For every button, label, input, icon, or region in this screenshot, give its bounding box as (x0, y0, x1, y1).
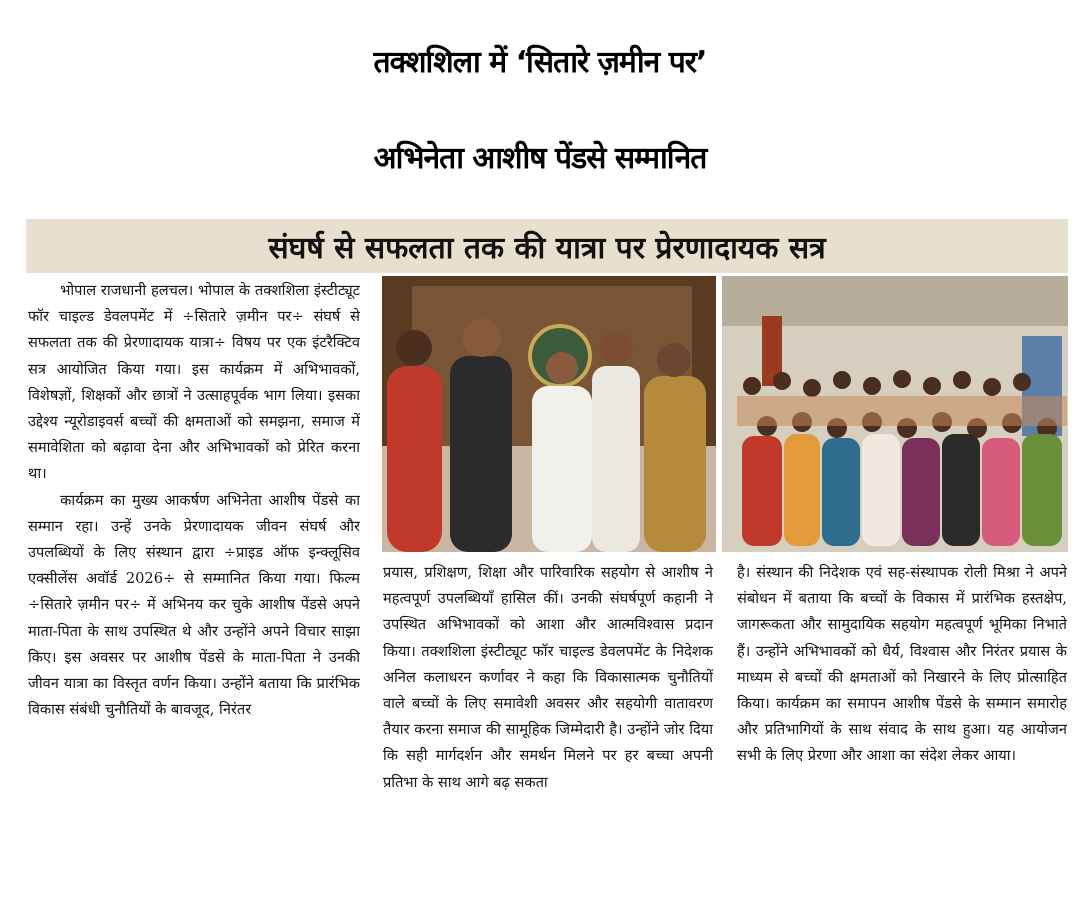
article-column-1 (28, 278, 360, 906)
headline-line-2: अभिनेता आशीष पेंडसे सम्मानित (373, 141, 707, 176)
award-ceremony-photo (382, 276, 716, 552)
group-audience-photo (722, 276, 1068, 552)
article-paragraph: भोपाल राजधानी हलचल। भोपाल के तक्शशिला इंस्टीट्यूट फॉर चाइल्ड डेवलपमेंट में ÷सितारे ज़मीन पर÷ संघर्ष से सफलता तक की प्रेरणादायक यात्रा÷ विषय पर एक इंटरैक्टिव सत्र आयोजित किया गया। इस कार्यक्रम में अभिभावकों, विशेषज्ञों, शिक्षकों और छात्रों ने उत्साहपूर्वक भाग लिया। इसका उद्देश्य न्यूरोडाइवर्स बच्चों की क्षमताओं को समझना, समाज में समावेशिता को बढ़ावा देना और अभिभावकों को प्रेरित करना था। (28, 282, 360, 483)
article-paragraph: कार्यक्रम का मुख्य आकर्षण अभिनेता आशीष पेंडसे का सम्मान रहा। उन्हें उनके प्रेरणादायक जीवन संघर्ष और उपलब्धियों के लिए संस्थान द्वारा ÷प्राइड ऑफ इन्क्लूसिव एक्सीलेंस अवॉर्ड 2026÷ से सम्मानित किया गया। फिल्म ÷सितारे ज़मीन पर÷ में अभिनय कर चुके आशीष पेंडसे अपने माता-पिता के साथ उपस्थित थे और उन्होंने अपने विचार साझा किए। इस अवसर पर आशीष पेंडसे के माता-पिता ने उनकी जीवन यात्रा का विस्तृत वर्णन किया। उन्होंने बताया कि प्रारंभिक विकास संबंधी चुनौतियों के बावजूद, निरंतर (28, 491, 360, 719)
article-paragraph: प्रयास, प्रशिक्षण, शिक्षा और पारिवारिक सहयोग से आशीष ने महत्वपूर्ण उपलब्धियाँ हासिल कीं। उनकी संघर्षपूर्ण कहानी ने उपस्थित अभिभावकों को आशा और आत्मविश्वास प्रदान किया। तक्शशिला इंस्टीट्यूट फॉर चाइल्ड डेवलपमेंट के निदेशक अनिल कलाधरन कर्णावर ने कहा कि विकासात्मक चुनौतियों वाले बच्चों के लिए समावेशी अवसर और सहयोगी वातावरण तैयार करना समाज की सामूहिक जिम्मेदारी है। उन्होंने जोर दिया कि सही मार्गदर्शन और समर्थन मिलने पर हर बच्चा अपनी प्रतिभा के साथ आगे बढ़ सकता (383, 564, 713, 791)
article-paragraph: है। संस्थान की निदेशक एवं सह-संस्थापक रोली मिश्रा ने अपने संबोधन में बताया कि बच्चों के विकास में प्रारंभिक हस्तक्षेप, जागरूकता और सामुदायिक सहयोग महत्वपूर्ण भूमिका निभाते हैं। उन्होंने अभिभावकों को धैर्य, विश्वास और निरंतर प्रयास के माध्यम से बच्चों की क्षमताओं को निखारने के लिए प्रोत्साहित किया। कार्यक्रम का समापन आशीष पेंडसे के सम्मान समारोह और प्रतिभागियों के साथ संवाद के साथ हुआ। यह आयोजन सभी के लिए प्रेरणा और आशा का संदेश लेकर आया। (737, 564, 1067, 765)
headline-line-1: तक्शशिला में ‘सितारे ज़मीन पर’ (373, 45, 707, 80)
article-column-3 (737, 560, 1067, 905)
article-column-2 (383, 560, 713, 905)
subheadline-bar (26, 219, 1068, 273)
subheadline: संघर्ष से सफलता तक की यात्रा पर प्रेरणादायक सत्र (268, 230, 826, 266)
